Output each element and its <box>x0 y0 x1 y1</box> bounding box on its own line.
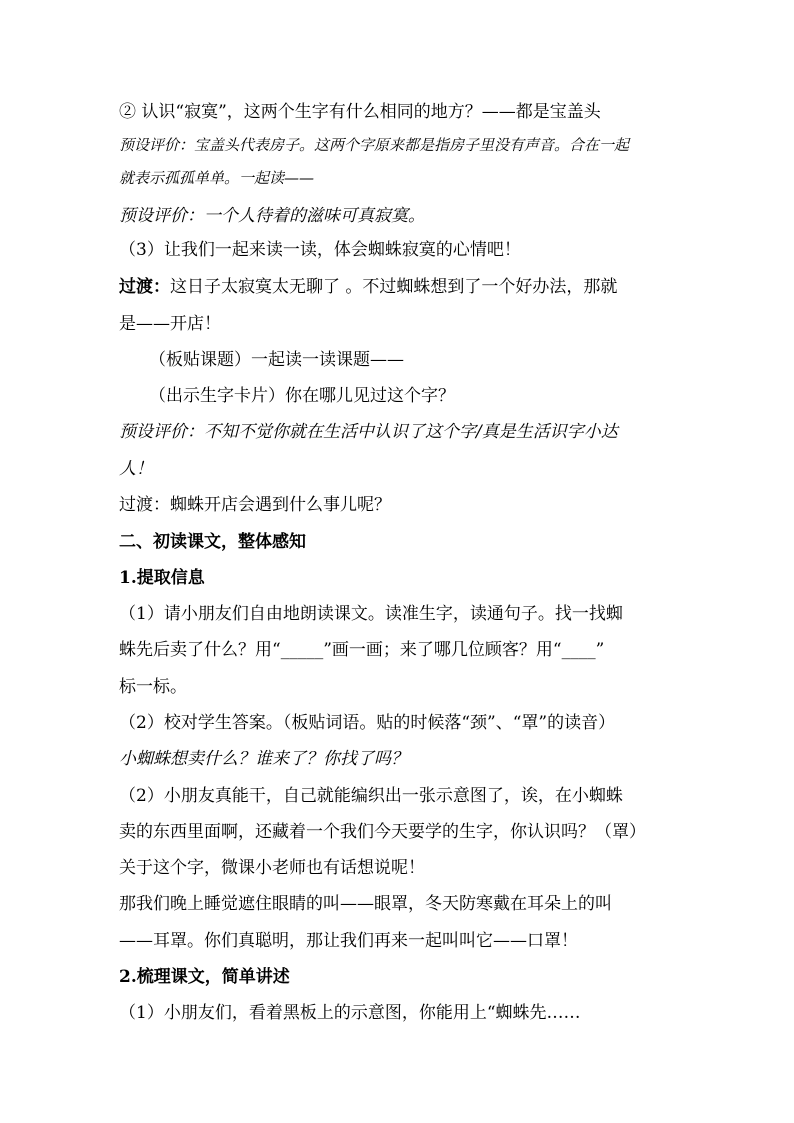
text-line: 关于这个字，微课小老师也有话想说呢！ <box>119 858 425 878</box>
text-line: （3）让我们一起来读一读，体会蜘蛛寂寞的心情吧！ <box>119 240 521 260</box>
transition-label: 过渡： <box>119 277 170 297</box>
preset-evaluation-cont: 就表示孤孤单单。一起读—— <box>119 169 315 187</box>
text-line: 那我们晚上睡觉遮住眼睛的叫——眼罩，冬天防寒戴在耳朵上的叫 <box>119 894 612 914</box>
text-line: （1）小朋友们，看着黑板上的示意图，你能用上“蜘蛛先…… <box>119 1003 581 1023</box>
text-line: （2）校对学生答案。（板贴词语。贴的时候落“颈”、“罩”的读音） <box>119 713 616 733</box>
preset-evaluation: 预设评价：不知不觉你就在生活中认识了这个字/真是生活识字小达 <box>119 422 618 442</box>
text-line: ——耳罩。你们真聪明，那让我们再来一起叫叫它——口罩！ <box>119 931 578 951</box>
question-line: 小蜘蛛想卖什么？谁来了？你找了吗？ <box>119 749 408 769</box>
transition-line <box>119 272 617 297</box>
text-line: 卖的东西里面啊，还藏着一个我们今天要学的生字，你认识吗？（罩） <box>119 822 646 842</box>
subsection-heading: 2.梳理课文，简单讲述 <box>119 967 290 987</box>
preset-evaluation: 预设评价：一个人待着的滋味可真寂寞。 <box>119 206 425 226</box>
preset-evaluation-cont: 人！ <box>119 459 153 479</box>
text-line: （出示生字卡片）你在哪儿见过这个字？ <box>149 386 455 406</box>
preset-evaluation: 预设评价：宝盖头代表房子。这两个字原来都是指房子里没有声音。合在一起 <box>119 136 630 154</box>
section-heading: 二、初读课文，整体感知 <box>119 532 306 552</box>
subsection-heading: 1.提取信息 <box>119 568 205 588</box>
text-line: ② 认识“寂寞”，这两个生字有什么相同的地方？——都是宝盖头 <box>119 102 601 122</box>
text-line: （2）小朋友真能干，自己就能编织出一张示意图了，诶，在小蜘蛛 <box>119 786 623 806</box>
text-line: 蛛先后卖了什么？用“_____”画一画；来了哪几位顾客？用“____” <box>119 640 605 660</box>
text-line: （板贴课题）一起读一读课题—— <box>149 350 404 370</box>
transition-text: 过渡：蜘蛛开店会遇到什么事儿呢？ <box>119 495 391 515</box>
text-line: 是——开店！ <box>119 314 221 334</box>
text-line: 标一标。 <box>119 677 187 697</box>
text-line: （1）请小朋友们自由地朗读课文。读准生字，读通句子。找一找蜘 <box>119 604 623 624</box>
transition-text: 这日子太寂寞太无聊了 。不过蜘蛛想到了一个好办法，那就 <box>170 277 618 297</box>
